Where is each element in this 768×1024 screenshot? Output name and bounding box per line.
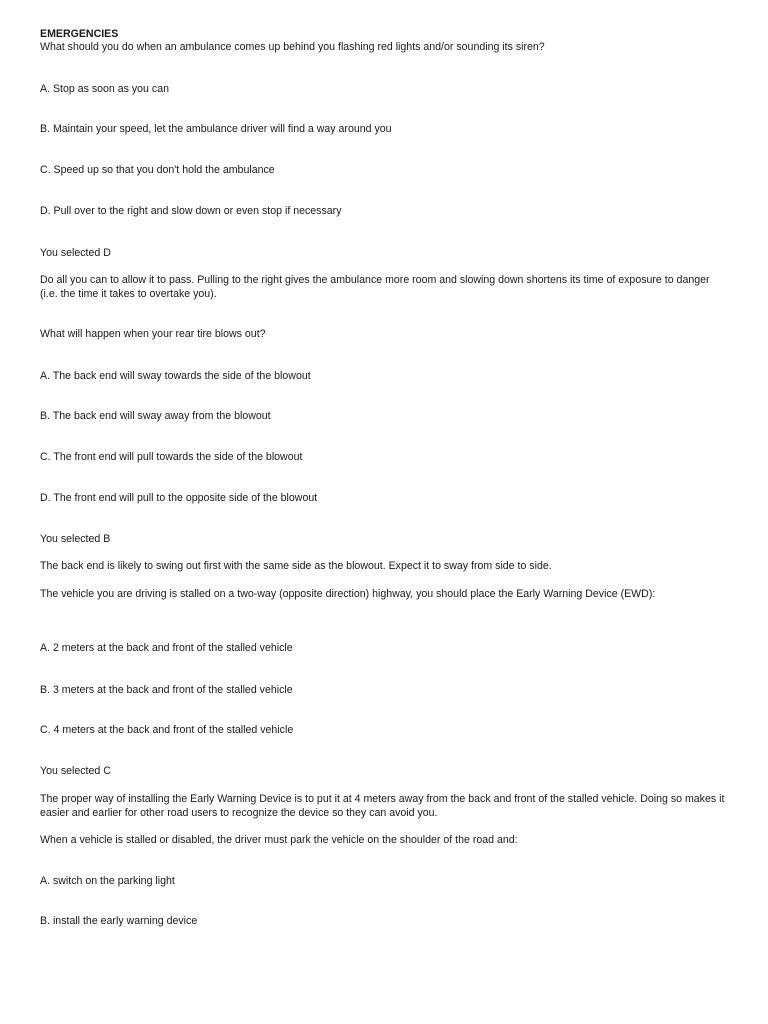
question-4-option-a: A. switch on the parking light <box>40 875 175 887</box>
question-1-option-a: A. Stop as soon as you can <box>40 83 169 95</box>
question-3-option-c: C. 4 meters at the back and front of the stalled vehicle <box>40 724 294 736</box>
question-2-option-d: D. The front end will pull to the opposite side of the blowout <box>40 492 318 504</box>
question-2-option-a: A. The back end will sway towards the side of the blowout <box>40 370 311 382</box>
question-2-option-b: B. The back end will sway away from the blowout <box>40 410 271 422</box>
question-3-text: The vehicle you are driving is stalled on a two-way (opposite direction) highway, you should place the Early Warning Device (EWD): <box>40 588 656 600</box>
question-2-explanation: The back end is likely to swing out first with the same side as the blowout. Expect it to sway from side to side. <box>40 560 552 572</box>
question-3-option-b: B. 3 meters at the back and front of the stalled vehicle <box>40 684 293 696</box>
question-4-option-b: B. install the early warning device <box>40 915 198 927</box>
question-2-selected-answer: You selected B <box>40 533 111 545</box>
question-2-text: What will happen when your rear tire blows out? <box>40 328 266 340</box>
question-3-explanation: The proper way of installing the Early Warning Device is to put it at 4 meters away from the back and front of the stalled vehicle. Doing so makes it easier and earlier for other road users to recognize the device so they can avoid you. <box>40 793 725 819</box>
question-1-text: What should you do when an ambulance comes up behind you flashing red lights and/or sounding its siren? <box>40 41 545 53</box>
question-1-explanation: Do all you can to allow it to pass. Pulling to the right gives the ambulance more room and slowing down shortens its time of exposure to danger (i.e. the time it takes to overtake you). <box>40 274 710 300</box>
question-1-option-d: D. Pull over to the right and slow down or even stop if necessary <box>40 205 342 217</box>
question-1-option-c: C. Speed up so that you don't hold the ambulance <box>40 164 275 176</box>
question-1-option-b: B. Maintain your speed, let the ambulance driver will find a way around you <box>40 123 392 135</box>
question-3-selected-answer: You selected C <box>40 765 111 777</box>
question-3-option-a: A. 2 meters at the back and front of the stalled vehicle <box>40 642 293 654</box>
question-4-text: When a vehicle is stalled or disabled, the driver must park the vehicle on the shoulder of the road and: <box>40 834 518 846</box>
document-heading: EMERGENCIES <box>40 28 119 40</box>
question-1-selected-answer: You selected D <box>40 247 111 259</box>
question-2-option-c: C. The front end will pull towards the side of the blowout <box>40 451 303 463</box>
